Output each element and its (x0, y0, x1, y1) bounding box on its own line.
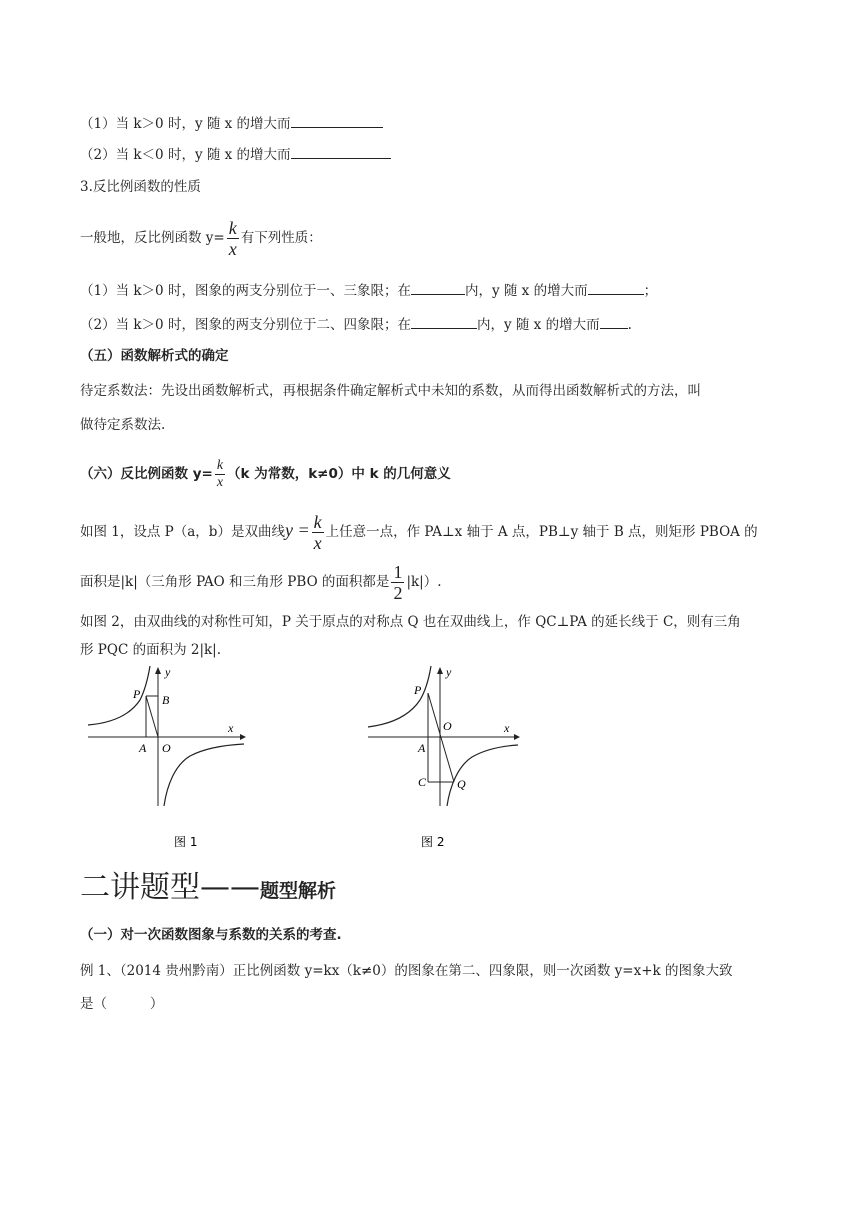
section-title: （k 为常数，k≠0）中 k 的几何意义 (227, 466, 451, 482)
text-line (80, 144, 391, 165)
fill-blank (291, 113, 383, 128)
label-Q: Q (457, 777, 466, 791)
section-title: （一）对一次函数图象与系数的关系的考查. (80, 927, 342, 943)
text-line (80, 415, 165, 435)
figure-2 (368, 665, 520, 849)
section-title: （五）函数解析式的确定 (80, 348, 229, 364)
x-axis-arrow (240, 734, 246, 740)
fraction-k-over-x (312, 513, 324, 552)
line-text: （2）当 k＞0 时，图象的两支分别位于二、四象限；在 (80, 317, 411, 333)
line-text: 如图 2，由双曲线的对称性可知，P 关于原点的对称点 Q 也在双曲线上，作 QC⊥PA 的延长线于 C，则有三角 (80, 614, 741, 630)
line-text: 内，y 随 x 的增大而 (464, 283, 588, 299)
text-line (80, 314, 632, 335)
chapter-heading (80, 862, 336, 906)
line-text: （1）当 k＞0 时，图象的两支分别位于一、三象限；在 (80, 283, 411, 299)
y-axis-arrow (437, 667, 443, 674)
figure-caption: 图 2 (421, 835, 445, 849)
segment-PO (146, 696, 158, 737)
section-heading (80, 346, 229, 366)
fraction-denominator: 2 (393, 583, 403, 603)
label-O: O (443, 719, 452, 733)
text-line (80, 612, 741, 632)
line-text: 形 PQC 的面积为 2|k|. (80, 642, 222, 658)
x-axis-arrow (514, 734, 520, 740)
hyperbola-branch-upper-left (88, 666, 150, 725)
label-A: A (418, 741, 426, 755)
heading-dash: —— (200, 870, 260, 905)
fill-blank (291, 144, 391, 159)
fill-blank (411, 280, 465, 295)
label-C: C (418, 775, 427, 789)
line-text: 做待定系数法. (80, 417, 166, 433)
label-x: x (228, 721, 234, 735)
label-O: O (162, 741, 171, 755)
line-text: （2）当 k＜0 时，y 随 x 的增大而 (80, 147, 291, 163)
line-text: 有下列性质： (240, 230, 322, 246)
text-line (80, 994, 163, 1014)
hyperbola-branch-lower-right (164, 744, 244, 806)
label-x: x (504, 721, 510, 735)
fraction-k-over-x (215, 459, 225, 490)
text-line (80, 280, 657, 301)
heading-main: 二讲题型 (80, 870, 200, 905)
fraction-numerator: 1 (393, 562, 403, 582)
figure-1 (88, 665, 246, 849)
fill-blank (600, 314, 628, 329)
label-P: P (133, 687, 141, 701)
section-heading (80, 177, 201, 197)
label-B: B (162, 693, 170, 707)
line-text: |k|）. (406, 574, 442, 590)
text-line (80, 560, 442, 604)
fraction-denominator: x (313, 533, 322, 553)
line-text: ； (643, 283, 658, 299)
text-line (80, 113, 383, 134)
text-line (80, 381, 701, 401)
text-line (80, 961, 733, 981)
line-text: 上任意一点，作 PA⊥x 轴于 A 点，PB⊥y 轴于 B 点，则矩形 PBOA 的 (325, 524, 758, 540)
fill-blank (411, 314, 477, 329)
example-text: 是（ ） (80, 996, 164, 1012)
label-y: y (165, 665, 171, 679)
fraction-numerator: k (313, 512, 322, 532)
fill-blank (588, 280, 644, 295)
label-y: y (446, 665, 452, 679)
section-heading (80, 454, 451, 494)
fraction-denominator: x (216, 474, 224, 490)
label-P: P (414, 683, 422, 697)
hyperbola-branch-upper-left (368, 666, 431, 727)
label-A: A (139, 741, 147, 755)
text-line (80, 216, 322, 260)
line-text: 面积是|k|（三角形 PAO 和三角形 PBO 的面积都是 (80, 574, 390, 590)
line-text: 如图 1，设点 P（a，b）是双曲线 (80, 524, 285, 540)
line-text: 待定系数法：先设出函数解析式，再根据条件确定解析式中未知的系数，从而得出函数解析式的方法，叫 (80, 383, 701, 399)
line-text: 一般地，反比例函数 y= (80, 230, 225, 246)
figures-area (0, 660, 860, 860)
section-heading (80, 925, 342, 945)
line-text: （1）当 k＞0 时，y 随 x 的增大而 (80, 116, 291, 132)
example-text: 例 1、（2014 贵州黔南）正比例函数 y=kx（k≠0）的图象在第二、四象限，则一次函数 y=x+k 的图象大致 (80, 963, 733, 979)
fraction-numerator: k (216, 457, 224, 473)
hyperbola-branch-lower-right (447, 745, 518, 806)
text-line (80, 640, 221, 660)
heading-sub: 题型解析 (260, 880, 337, 902)
fraction-numerator: k (228, 218, 237, 238)
math-expression: y = (284, 520, 310, 540)
section-title: 3.反比例函数的性质 (80, 179, 201, 195)
text-line (80, 508, 758, 554)
fraction-one-half (391, 563, 404, 602)
line-text: 内，y 随 x 的增大而 (476, 317, 600, 333)
section-title: （六）反比例函数 y= (80, 466, 213, 482)
line-text: . (627, 317, 632, 333)
fraction-denominator: x (228, 239, 237, 259)
figure-caption: 图 1 (174, 835, 198, 849)
fraction-k-over-x (227, 219, 239, 258)
y-axis-arrow (155, 667, 161, 674)
